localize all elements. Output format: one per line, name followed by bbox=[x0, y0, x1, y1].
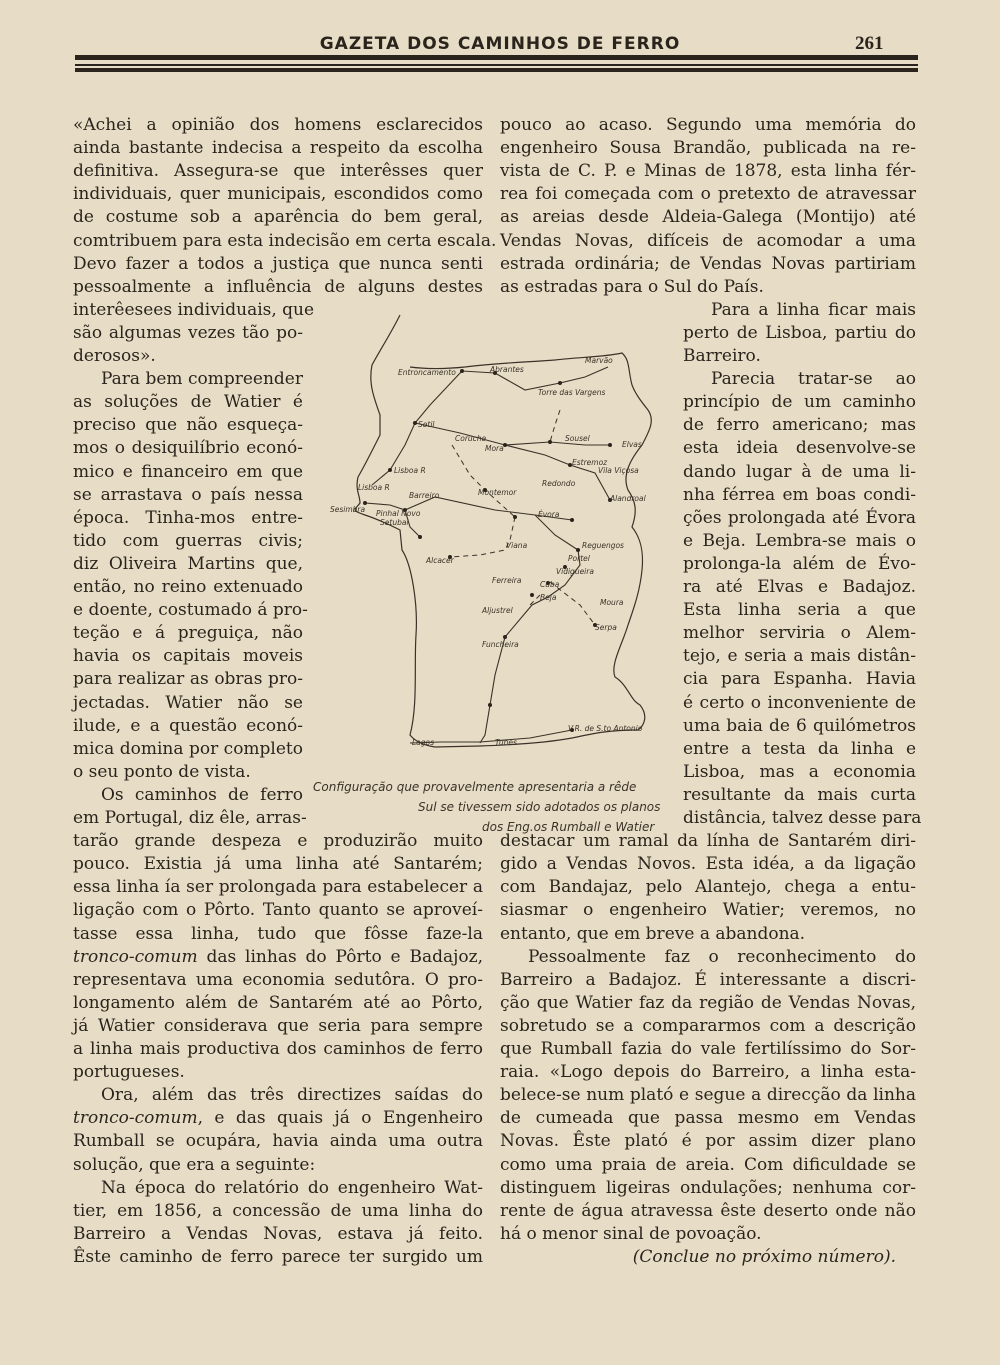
col1-text-line: tronco-comum das linhas do Pôrto e Badajoz, bbox=[73, 946, 483, 967]
col1-text-line: Barreiro a Vendas Novas, estava já feito. bbox=[73, 1223, 483, 1244]
col2-text-line: de ferro americano; mas bbox=[683, 415, 916, 436]
col2-text-line: siasmar o engenheiro Watier; veremos, no bbox=[500, 900, 916, 921]
col2-text-line: esta ideia desenvolve-se bbox=[683, 438, 916, 459]
col2-text-line: Pessoalmente faz o reconhecimento do bbox=[528, 946, 916, 967]
col2-text-line: distinguem ligeiras ondulações; nenhuma cor- bbox=[500, 1177, 916, 1198]
col1-text-line: mico e financeiro em que bbox=[73, 461, 303, 482]
col1-text-line: Ora, além das três directizes saídas do bbox=[101, 1085, 483, 1106]
map-label-ferreira: Ferreira bbox=[492, 576, 522, 585]
map-label-evora: Évora bbox=[538, 510, 560, 519]
col1-text-line: de costume sob a aparência do bem geral, bbox=[73, 207, 483, 228]
col2-text-line: ções prolongada até Évora bbox=[683, 507, 916, 528]
col2-text-line: ra até Elvas e Badajoz. bbox=[683, 577, 916, 597]
map-label-beja: Beja bbox=[540, 593, 557, 602]
col1-text-line: individuais, quer municipais, escondidos como bbox=[73, 184, 483, 205]
col1-text-line: Para bem compreender bbox=[101, 369, 303, 390]
map-stations bbox=[363, 369, 612, 732]
col2-text-line: e Beja. Lembra-se mais o bbox=[683, 530, 916, 551]
col2-text-line: sobretudo se a compararmos com a descrição bbox=[500, 1015, 916, 1036]
col1-text-line: então, no reino extenuado bbox=[73, 577, 303, 597]
map-label-marvao: Marvão bbox=[585, 356, 613, 365]
col1-text-line: tier, em 1856, a concessão de uma linha do bbox=[73, 1200, 483, 1221]
col2-text-line: uma baia de 6 quilómetros bbox=[683, 715, 916, 736]
col2-text-line: gido a Vendas Novos. Esta idéa, a da ligação bbox=[500, 854, 916, 875]
map-label-alandroal: Alandroal bbox=[610, 494, 646, 503]
col2-text-line: Barreiro a Badajoz. É interessante a discri- bbox=[500, 969, 916, 990]
col2-text-line: prolonga-la além de Évo- bbox=[683, 553, 916, 574]
col1-text-line: o seu ponto de vista. bbox=[73, 761, 251, 782]
col1-text-line: interêesees individuais, que bbox=[73, 299, 315, 320]
col1-text-line: ilude, e a questão econó- bbox=[73, 715, 303, 736]
map-label-serpa: Serpa bbox=[595, 623, 617, 632]
col1-text-line: pessoalmente a influência de alguns destes bbox=[73, 276, 483, 297]
map-label-pinhal-novo: Pinhal Novo bbox=[376, 509, 421, 518]
col1-text-line: a linha mais productiva dos caminhos de ferro bbox=[73, 1039, 483, 1059]
col1-text-line: em Portugal, diz êle, arras- bbox=[73, 808, 307, 828]
col1-text-line: portugueses. bbox=[73, 1062, 185, 1083]
col1-text-line: mica domina por completo bbox=[73, 738, 303, 759]
col1-text-line: representava uma economia sedutôra. O pro- bbox=[73, 969, 483, 990]
col2-text-line: pouco ao acaso. Segundo uma memória do bbox=[500, 115, 916, 135]
map-label-lisboa-r: Lisboa R bbox=[394, 466, 426, 475]
col2-text-line: Parecia tratar-se ao bbox=[711, 369, 916, 390]
col2-text-line: nha férrea em boas condi- bbox=[683, 484, 916, 505]
col2-text-line: entanto, que em breve a abandona. bbox=[500, 923, 806, 944]
col1-text-line: ligação com o Pôrto. Tanto quanto se aproveí- bbox=[73, 900, 483, 921]
map-caption-line-1: Configuração que provavelmente apresentaria a rêde bbox=[313, 780, 637, 794]
col2-text-line: há o menor sinal de povoação. bbox=[500, 1223, 762, 1244]
col2-text-line: como uma praia de areia. Com dificuldade se bbox=[500, 1154, 916, 1175]
col2-text-line: Esta linha seria a que bbox=[683, 600, 916, 621]
col1-text-line: Êste caminho de ferro parece ter surgido um bbox=[73, 1246, 483, 1267]
col1-text-line: tido com guerras civis; bbox=[73, 530, 303, 551]
col2-text-line: resultante da mais curta bbox=[683, 784, 916, 805]
map-label-entroncamento: Entroncamento bbox=[398, 368, 456, 377]
map-label-portel: Portel bbox=[568, 554, 590, 563]
col1-text-line: diz Oliveira Martins que, bbox=[73, 553, 303, 574]
col2-text-line: Para a linha ficar mais bbox=[711, 299, 916, 320]
col1-text-line: Os caminhos de ferro bbox=[101, 784, 303, 805]
map-label-vidigueira: Vidigueira bbox=[556, 567, 594, 576]
col1-text-line: derosos». bbox=[73, 346, 156, 366]
col2-text-line: cia para Espanha. Havia bbox=[683, 669, 916, 690]
map-label-sousel: Sousel bbox=[565, 434, 590, 443]
map-label-lisboa-r2: Lisboa R bbox=[358, 483, 390, 492]
map-label-elvas: Elvas bbox=[622, 440, 642, 449]
col1-text-line: tronco-comum, e das quais já o Engenheiro bbox=[73, 1108, 483, 1129]
journal-title: GAZETA DOS CAMINHOS DE FERRO bbox=[319, 34, 681, 54]
map-label-vilavicosa: Vila Viçosa bbox=[598, 466, 639, 475]
map-label-lagos: Lagos bbox=[412, 738, 435, 747]
map-label-torre: Torre das Vargens bbox=[538, 388, 606, 397]
col1-text-line: essa linha ía ser prolongada para estabelecer a bbox=[73, 877, 483, 898]
col1-text-line: ainda bastante indecisa a respeito da escolha bbox=[73, 138, 483, 159]
map-label-aljustrel: Aljustrel bbox=[482, 606, 513, 615]
page-number: 261 bbox=[855, 33, 884, 54]
col2-text-line: entre a testa da linha e bbox=[683, 738, 916, 759]
header-rule-lower bbox=[75, 68, 918, 72]
col1-text-line: são algumas vezes tão po- bbox=[73, 322, 303, 343]
railway-map-figure bbox=[310, 305, 682, 845]
header-rule-thin bbox=[75, 64, 918, 66]
map-label-moura: Moura bbox=[600, 598, 624, 607]
col1-text-line: «Achei a opinião dos homens esclarecidos bbox=[73, 115, 483, 135]
col1-text-line: longamento além de Santarém até ao Pôrto, bbox=[73, 992, 483, 1013]
col2-text-line: com Bandajaz, pelo Alantejo, chega a entu- bbox=[500, 877, 916, 898]
col1-text-line: já Watier considerava que seria para sempre bbox=[73, 1015, 483, 1036]
col1-text-line: jectadas. Watier não se bbox=[73, 692, 303, 713]
map-label-barreiro: Barreiro bbox=[409, 491, 440, 500]
col2-text-line: é certo o inconveniente de bbox=[683, 692, 916, 713]
map-label-redondo: Redondo bbox=[542, 479, 576, 488]
map-label-viana: Viana bbox=[506, 541, 528, 550]
col2-text-line: de cumeada que passa mesmo em Vendas bbox=[500, 1108, 916, 1129]
col2-text-line: Vendas Novas, difíceis de acomodar a uma bbox=[500, 230, 916, 251]
col2-text-line: vista de C. P. e Minas de 1878, esta linha fér- bbox=[500, 161, 916, 182]
col1-text-line: definitiva. Assegura-se que interêsses quer bbox=[73, 161, 483, 182]
col1-text-line: comtribuem para esta indecisão em certa escala. bbox=[73, 230, 497, 251]
map-label-montemor: Montemor bbox=[478, 488, 517, 497]
col2-text-line: estrada ordinária; de Vendas Novas partiriam bbox=[500, 253, 916, 274]
map-outline bbox=[355, 315, 651, 747]
col1-text-line: teção e á preguiça, não bbox=[73, 623, 303, 644]
col2-text-line: rea foi começada com o pretexto de atravessar bbox=[500, 184, 916, 205]
col2-text-line: belece-se num plató e segue a direcção da linha bbox=[500, 1085, 916, 1106]
map-label-cuba: Cuba bbox=[540, 580, 560, 589]
col1-text-line: solução, que era a seguinte: bbox=[73, 1154, 316, 1175]
col1-text-line: se arrastava o país nessa bbox=[73, 484, 303, 505]
map-label-alcacer: Alcacer bbox=[426, 556, 454, 565]
col1-text-line: preciso que não esqueça- bbox=[73, 415, 303, 436]
col1-text-line: pouco. Existia já uma linha até Santarém; bbox=[73, 854, 483, 875]
col2-text-line: rente de água atravessa êste deserto onde não bbox=[500, 1200, 916, 1221]
col1-text-line: tasse essa linha, tudo que fôsse faze-la bbox=[73, 923, 483, 944]
map-label-estremoz: Estremoz bbox=[572, 458, 608, 467]
map-label-abrantes: Abrantes bbox=[490, 365, 524, 374]
col2-text-line: raia. «Logo depois do Barreiro, a linha esta- bbox=[500, 1062, 916, 1083]
map-label-vrsa: V.R. de S.to Antonio bbox=[568, 724, 643, 733]
col2-text-line: as areias desde Aldeia-Galega (Montijo) até bbox=[500, 207, 916, 228]
col2-text-line: Barreiro. bbox=[683, 346, 761, 366]
col2-text-line: ção que Watier faz da região de Vendas Novas, bbox=[500, 992, 916, 1013]
col2-text-line: que Rumball fazia do vale fertilíssimo do Sor- bbox=[500, 1039, 916, 1059]
map-label-mora: Mora bbox=[485, 444, 504, 453]
col2-text-line: perto de Lisboa, partiu do bbox=[683, 322, 916, 343]
col2-text-line: dando lugar à de uma li- bbox=[683, 461, 916, 482]
map-label-coruche: Coruche bbox=[455, 434, 487, 443]
col1-text-line: e doente, costumado á pro- bbox=[73, 600, 308, 621]
col1-text-line: época. Tinha-mos entre- bbox=[73, 507, 303, 528]
map-caption-line-3: dos Eng.os Rumball e Watier bbox=[482, 820, 655, 834]
col2-text-line: melhor serviria o Alem- bbox=[683, 623, 916, 644]
col2-text-line: distância, talvez desse para bbox=[683, 808, 922, 828]
map-caption-line-2: Sul se tivessem sido adotados os planos bbox=[418, 800, 661, 814]
col2-text-line: engenheiro Sousa Brandão, publicada na re- bbox=[500, 138, 916, 159]
railway-map bbox=[310, 305, 682, 845]
col1-text-line: Na época do relatório do engenheiro Wat- bbox=[101, 1177, 483, 1198]
col2-text-line: princípio de um caminho bbox=[683, 392, 916, 413]
map-label-sesimbra: Sesimbra bbox=[330, 505, 366, 514]
col1-text-line: as soluções de Watier é bbox=[73, 392, 303, 413]
col2-text-line: Novas. Êste plató é por assim dizer plano bbox=[500, 1131, 916, 1152]
col2-text-line: destacar um ramal da línha de Santarém diri- bbox=[500, 831, 916, 852]
map-label-setil: Setil bbox=[418, 420, 435, 429]
col1-text-line: mos o desiquilíbrio econó- bbox=[73, 438, 303, 459]
col1-text-line: para realizar as obras pro- bbox=[73, 669, 303, 690]
col2-text-line: as estradas para o Sul do País. bbox=[500, 276, 764, 297]
col2-text-line: tejo, e seria a mais distân- bbox=[683, 646, 916, 667]
map-label-funcheira: Funcheira bbox=[482, 640, 519, 649]
col1-text-line: havia os capitais moveis bbox=[73, 646, 303, 667]
col1-text-line: tarão grande despeza e produzirão muito bbox=[73, 831, 483, 852]
col2-text-line: Lisboa, mas a economia bbox=[683, 761, 916, 782]
col1-text-line: Devo fazer a todos a justiça que nunca senti bbox=[73, 253, 483, 274]
map-label-setubal: Setubal bbox=[380, 518, 409, 527]
col2-text-line: (Conclue no próximo número). bbox=[632, 1246, 896, 1267]
map-label-reguengos: Reguengos bbox=[582, 541, 624, 550]
header-rule bbox=[75, 55, 918, 60]
map-label-tunes: Tunes bbox=[495, 738, 517, 747]
col1-text-line: Rumball se ocupára, havia ainda uma outra bbox=[73, 1131, 483, 1152]
